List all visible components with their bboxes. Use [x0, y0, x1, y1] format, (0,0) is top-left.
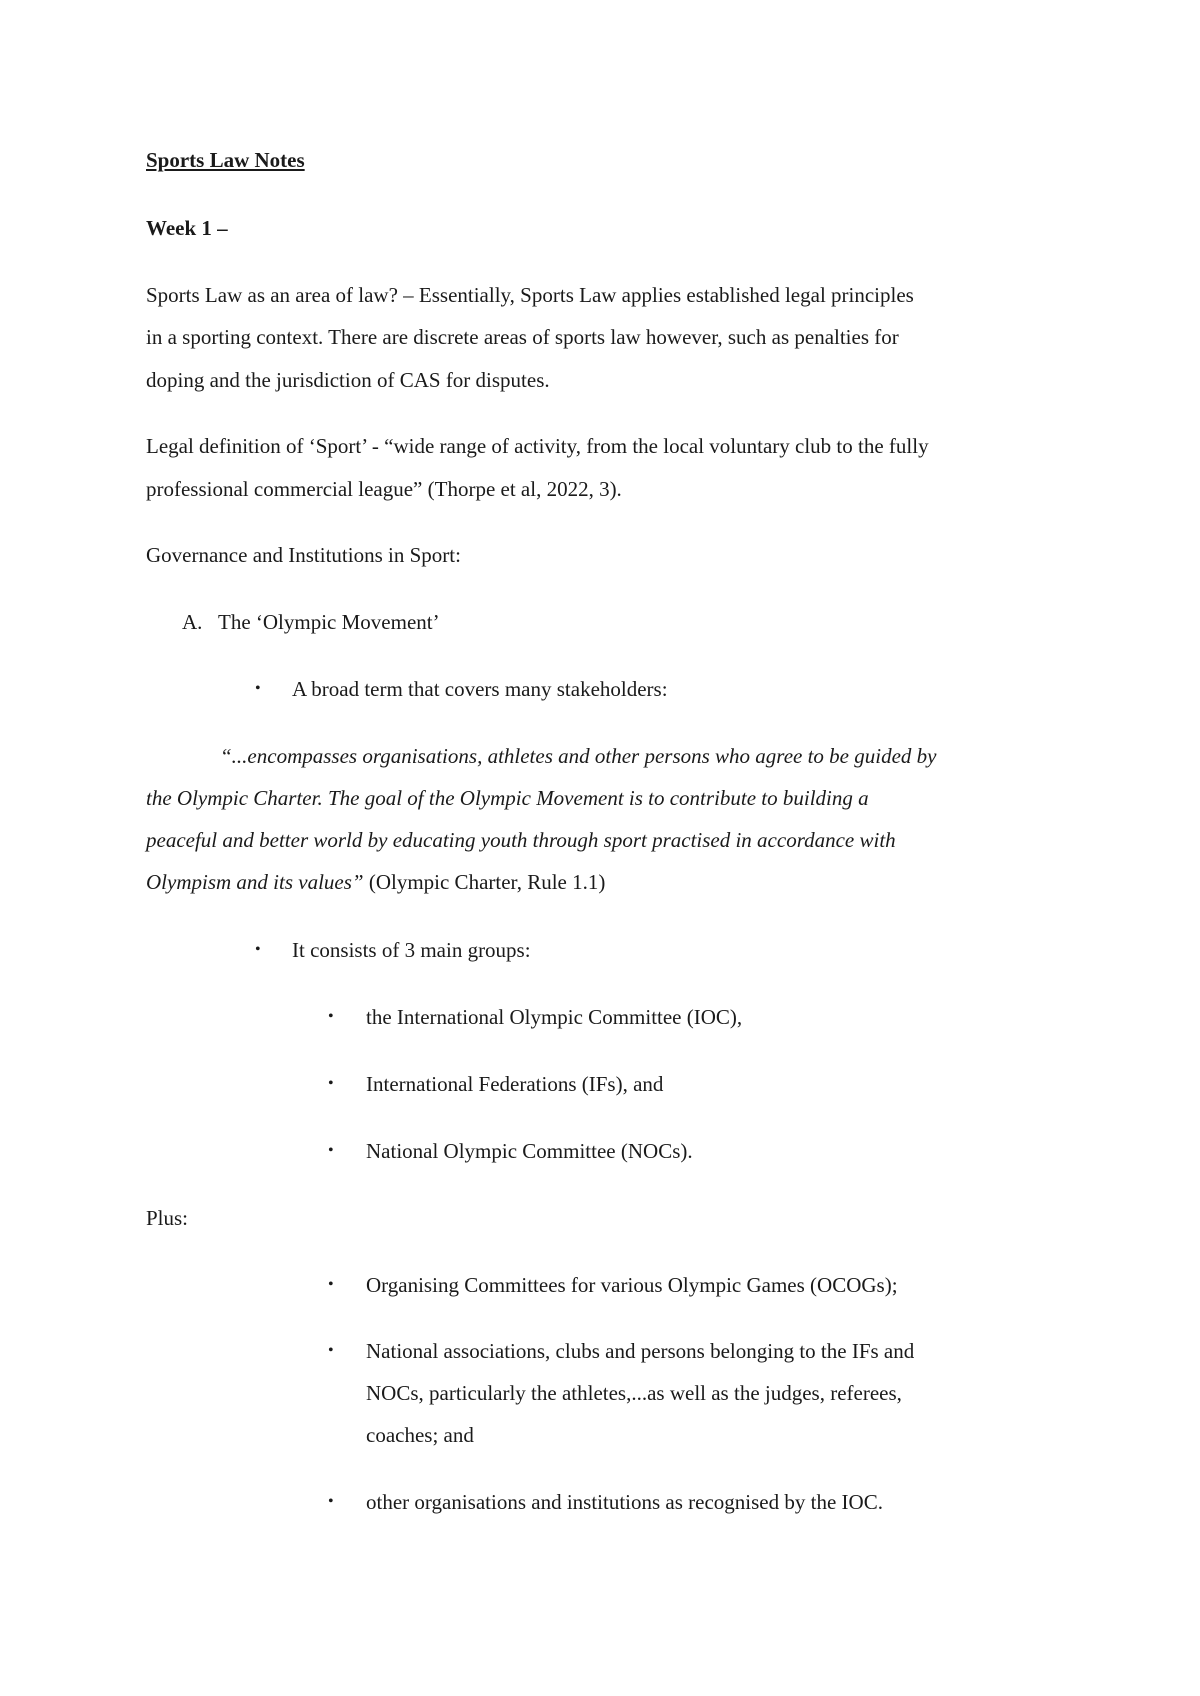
list-item-text: National Olympic Committee (NOCs). — [366, 1139, 693, 1163]
week-heading: Week 1 – — [146, 216, 228, 240]
paragraph-line: in a sporting context. There are discrete areas of sports law however, such as penalties for — [146, 325, 899, 349]
quote-text: Olympism and its values” — [146, 870, 364, 894]
document-title: Sports Law Notes — [146, 148, 305, 172]
bullet-icon: • — [328, 1493, 334, 1510]
quote-citation: (Olympic Charter, Rule 1.1) — [363, 870, 606, 894]
list-item-text: the International Olympic Committee (IOC), — [366, 1005, 743, 1029]
list-item-text: International Federations (IFs), and — [366, 1072, 664, 1096]
bullet-icon: • — [328, 1142, 334, 1159]
paragraph-line: Sports Law as an area of law? – Essentially, Sports Law applies established legal principles — [146, 283, 914, 307]
list-marker: A. — [182, 610, 203, 634]
bullet-icon: • — [328, 1075, 334, 1092]
paragraph-line: Legal definition of ‘Sport’ - “wide range of activity, from the local voluntary club to the fully — [146, 434, 929, 458]
bullet-icon: • — [328, 1342, 334, 1359]
list-item-text: other organisations and institutions as recognised by the IOC. — [366, 1490, 883, 1514]
paragraph-line: doping and the jurisdiction of CAS for disputes. — [146, 368, 550, 392]
quote-line: the Olympic Charter. The goal of the Olympic Movement is to contribute to building a — [146, 786, 869, 810]
quote-line — [146, 861, 605, 903]
bullet-text: It consists of 3 main groups: — [292, 938, 531, 962]
bullet-icon: • — [255, 941, 261, 958]
bullet-icon: • — [255, 680, 261, 697]
bullet-text: A broad term that covers many stakeholders: — [292, 677, 668, 701]
list-item-text: NOCs, particularly the athletes,...as well as the judges, referees, — [366, 1381, 902, 1405]
list-item-text: Organising Committees for various Olympic Games (OCOGs); — [366, 1273, 898, 1297]
quote-line: peaceful and better world by educating youth through sport practised in accordance with — [146, 828, 896, 852]
list-item-text: The ‘Olympic Movement’ — [218, 610, 440, 634]
paragraph-line: professional commercial league” (Thorpe et al, 2022, 3). — [146, 477, 622, 501]
plus-label: Plus: — [146, 1206, 189, 1230]
section-heading: Governance and Institutions in Sport: — [146, 543, 461, 567]
list-item-text: coaches; and — [366, 1423, 474, 1447]
list-item-text: National associations, clubs and persons belonging to the IFs and — [366, 1339, 915, 1363]
bullet-icon: • — [328, 1276, 334, 1293]
bullet-icon: • — [328, 1008, 334, 1025]
quote-line: “...encompasses organisations, athletes and other persons who agree to be guided by — [220, 744, 937, 768]
